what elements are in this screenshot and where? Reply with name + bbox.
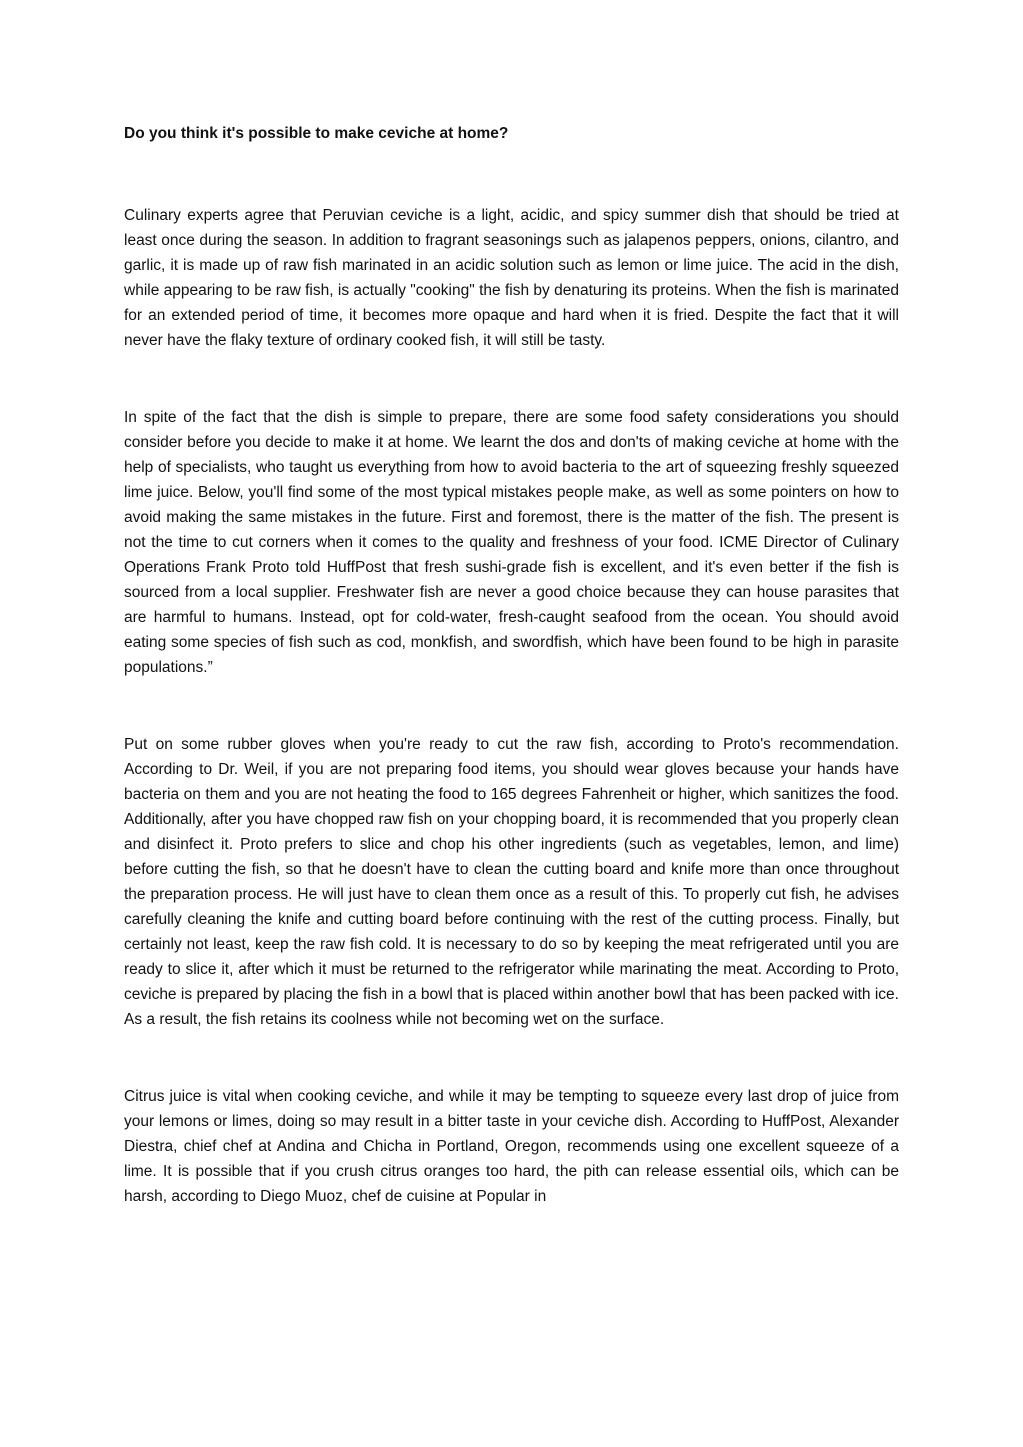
document-page xyxy=(124,121,899,1209)
paragraph-citrus-juice: Citrus juice is vital when cooking ceviche, and while it may be tempting to squeeze every last drop of juice from your lemons or limes, doing so may result in a bitter taste in your ceviche dish. According to HuffPost, Alexander Diestra, chief chef at Andina and Chicha in Portland, Oregon, recommends using one excellent squeeze of a lime. It is possible that if you crush citrus oranges too hard, the pith can release essential oils, which can be harsh, according to Diego Muoz, chef de cuisine at Popular in xyxy=(124,1088,899,1205)
paragraph-gloves-and-cold: Put on some rubber gloves when you're ready to cut the raw fish, according to Proto's recommendation. According to Dr. Weil, if you are not preparing food items, you should wear gloves because your hands have bacteria on them and you are not heating the food to 165 degrees Fahrenheit or higher, which sanitizes the food. Additionally, after you have chopped raw fish on your chopping board, it is recommended that you properly clean and disinfect it. Proto prefers to slice and chop his other ingredients (such as vegetables, lemon, and lime) before cutting the fish, so that he doesn't have to clean the cutting board and knife more than once throughout the preparation process. He will just have to clean them once as a result of this. To properly cut fish, he advises carefully cleaning the knife and cutting board before continuing with the rest of the cutting process. Finally, but certainly not least, keep the raw fish cold. It is necessary to do so by keeping the meat refrigerated until you are ready to slice it, after which it must be returned to the refrigerator while marinating the meat. According to Proto, ceviche is prepared by placing the fish in a bowl that is placed within another bowl that has been packed with ice. As a result, the fish retains its coolness while not becoming wet on the surface. xyxy=(124,736,899,1028)
paragraph-intro: Culinary experts agree that Peruvian ceviche is a light, acidic, and spicy summer dish that should be tried at least once during the season. In addition to fragrant seasonings such as jalapenos peppers, onions, cilantro, and garlic, it is made up of raw fish marinated in an acidic solution such as lemon or lime juice. The acid in the dish, while appearing to be raw fish, is actually "cooking" the fish by denaturing its proteins. When the fish is marinated for an extended period of time, it becomes more opaque and hard when it is fried. Despite the fact that it will never have the flaky texture of ordinary cooked fish, it will still be tasty. xyxy=(124,207,899,349)
document-title: Do you think it's possible to make ceviche at home? xyxy=(124,125,509,142)
paragraph-food-safety: In spite of the fact that the dish is simple to prepare, there are some food safety considerations you should consider before you decide to make it at home. We learnt the dos and don'ts of making ceviche at home with the help of specialists, who taught us everything from how to avoid bacteria to the art of squeezing freshly squeezed lime juice. Below, you'll find some of the most typical mistakes people make, as well as some pointers on how to avoid making the same mistakes in the future. First and foremost, there is the matter of the fish. The present is not the time to cut corners when it comes to the quality and freshness of your food. ICME Director of Culinary Operations Frank Proto told HuffPost that fresh sushi-grade fish is excellent, and it's even better if the fish is sourced from a local supplier. Freshwater fish are never a good choice because they can house parasites that are harmful to humans. Instead, opt for cold-water, fresh-caught seafood from the ocean. You should avoid eating some species of fish such as cod, monkfish, and swordfish, which have been found to be high in parasite populations.” xyxy=(124,409,899,676)
